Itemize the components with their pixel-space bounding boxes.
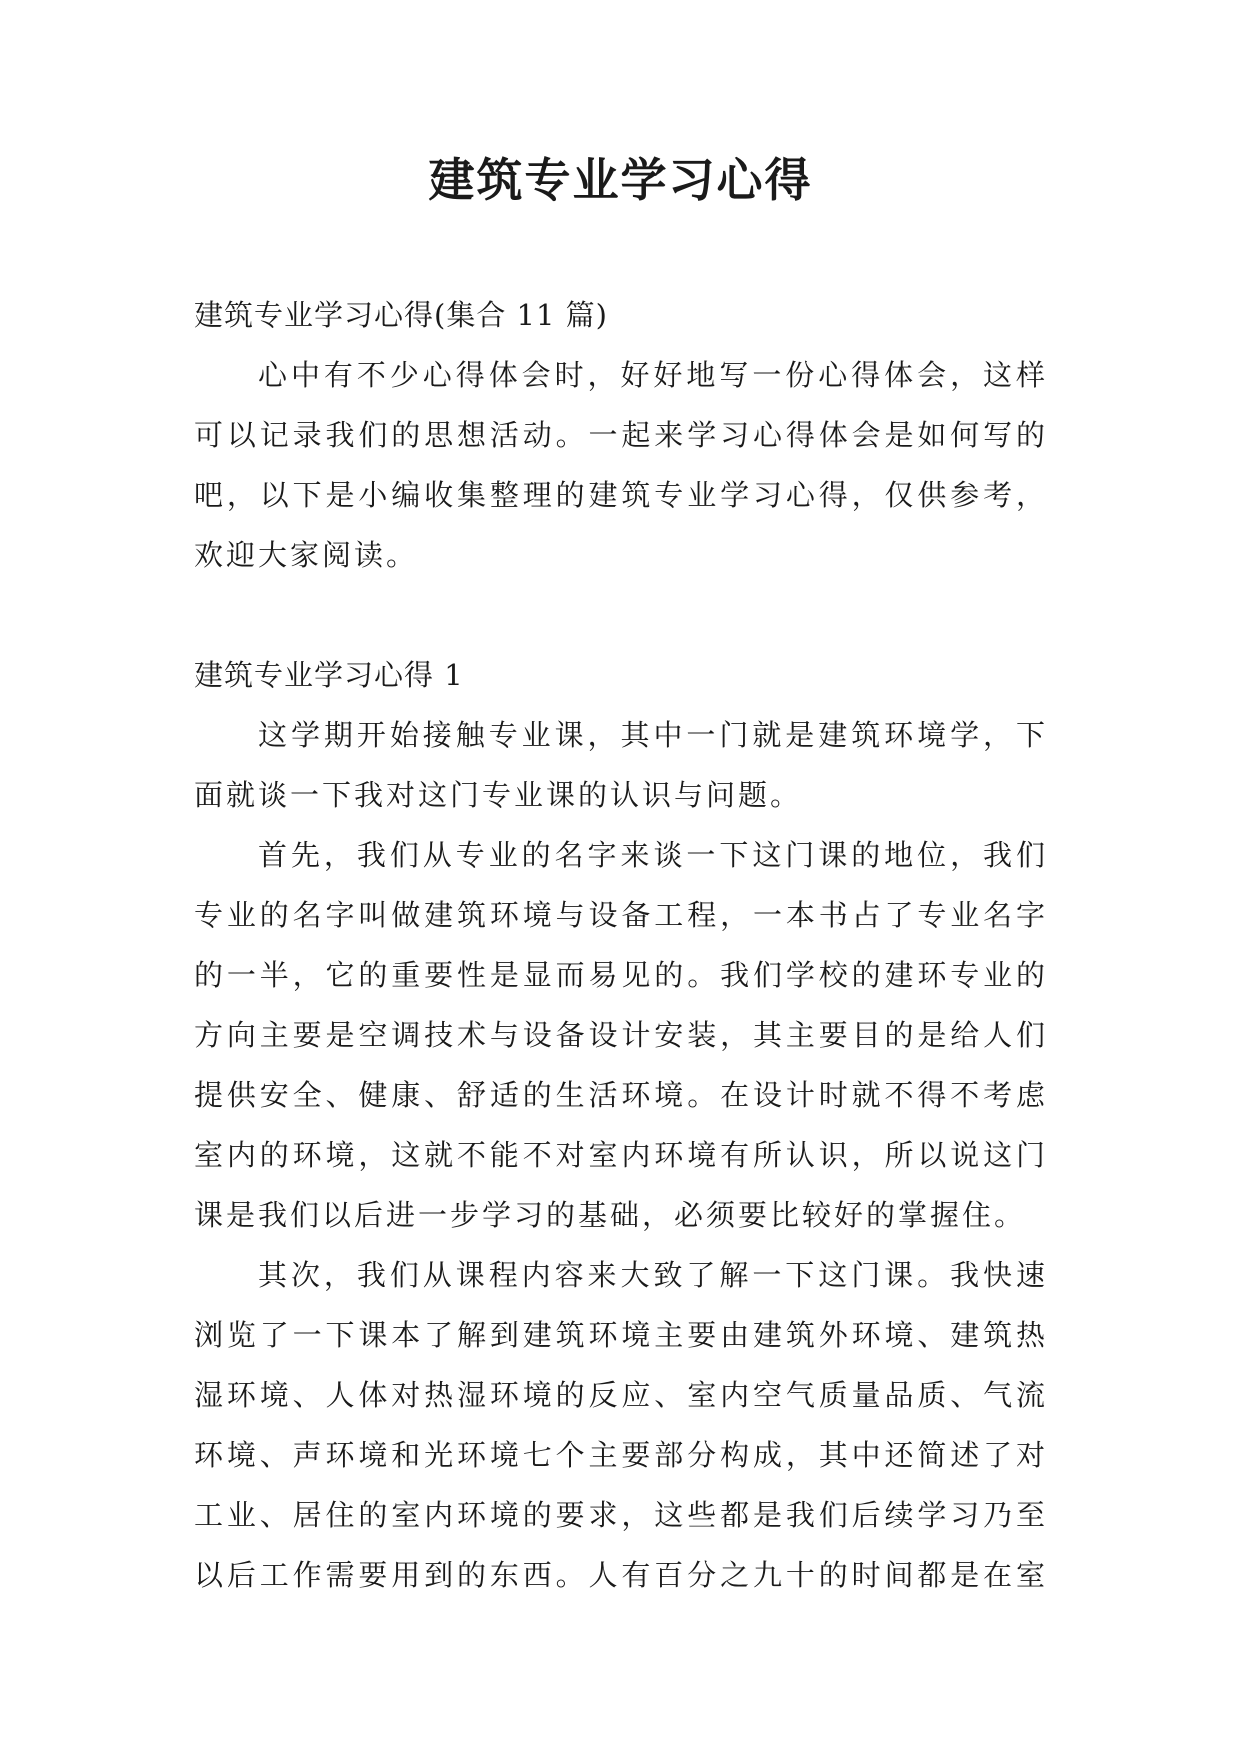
- paragraph-line: 可以记录我们的思想活动。一起来学习心得体会是如何写的: [194, 418, 1048, 452]
- paragraph-line: 吧，以下是小编收集整理的建筑专业学习心得，仅供参考，: [194, 478, 1048, 512]
- paragraph-line: 欢迎大家阅读。: [194, 538, 419, 572]
- body-paragraph-1: [194, 705, 1048, 825]
- paragraph-line: 专业的名字叫做建筑环境与设备工程，一本书占了专业名字: [194, 898, 1048, 932]
- body-paragraph-3: [194, 1245, 1048, 1605]
- document-subtitle: 建筑专业学习心得(集合 11 篇): [194, 298, 608, 332]
- paragraph-line: 的一半，它的重要性是显而易见的。我们学校的建环专业的: [194, 958, 1048, 992]
- document-body: [194, 285, 1048, 1605]
- section-spacer: [194, 585, 1048, 645]
- paragraph-line: 浏览了一下课本了解到建筑环境主要由建筑外环境、建筑热: [194, 1318, 1048, 1352]
- paragraph-line: 提供安全、健康、舒适的生活环境。在设计时就不得不考虑: [194, 1078, 1048, 1112]
- paragraph-line: 这学期开始接触专业课，其中一门就是建筑环境学，下: [258, 718, 1048, 752]
- document-title: 建筑专业学习心得: [428, 153, 813, 207]
- paragraph-line: 湿环境、人体对热湿环境的反应、室内空气质量品质、气流: [194, 1378, 1048, 1412]
- paragraph-line: 以后工作需要用到的东西。人有百分之九十的时间都是在室: [194, 1558, 1048, 1592]
- paragraph-line: 室内的环境，这就不能不对室内环境有所认识，所以说这门: [194, 1138, 1048, 1172]
- paragraph-line: 课是我们以后进一步学习的基础，必须要比较好的掌握住。: [194, 1198, 1027, 1232]
- paragraph-line: 方向主要是空调技术与设备设计安装，其主要目的是给人们: [194, 1018, 1048, 1052]
- paragraph-line: 面就谈一下我对这门专业课的认识与问题。: [194, 778, 803, 812]
- paragraph-line: 其次，我们从课程内容来大致了解一下这门课。我快速: [258, 1258, 1048, 1292]
- paragraph-line: 工业、居住的室内环境的要求，这些都是我们后续学习乃至: [194, 1498, 1048, 1532]
- paragraph-line: 心中有不少心得体会时，好好地写一份心得体会，这样: [258, 358, 1048, 392]
- paragraph-line: 首先，我们从专业的名字来谈一下这门课的地位，我们: [258, 838, 1048, 872]
- section-heading: 建筑专业学习心得 1: [194, 658, 464, 692]
- paragraph-line: 环境、声环境和光环境七个主要部分构成，其中还简述了对: [194, 1438, 1048, 1472]
- intro-paragraph: [194, 345, 1048, 585]
- body-paragraph-2: [194, 825, 1048, 1245]
